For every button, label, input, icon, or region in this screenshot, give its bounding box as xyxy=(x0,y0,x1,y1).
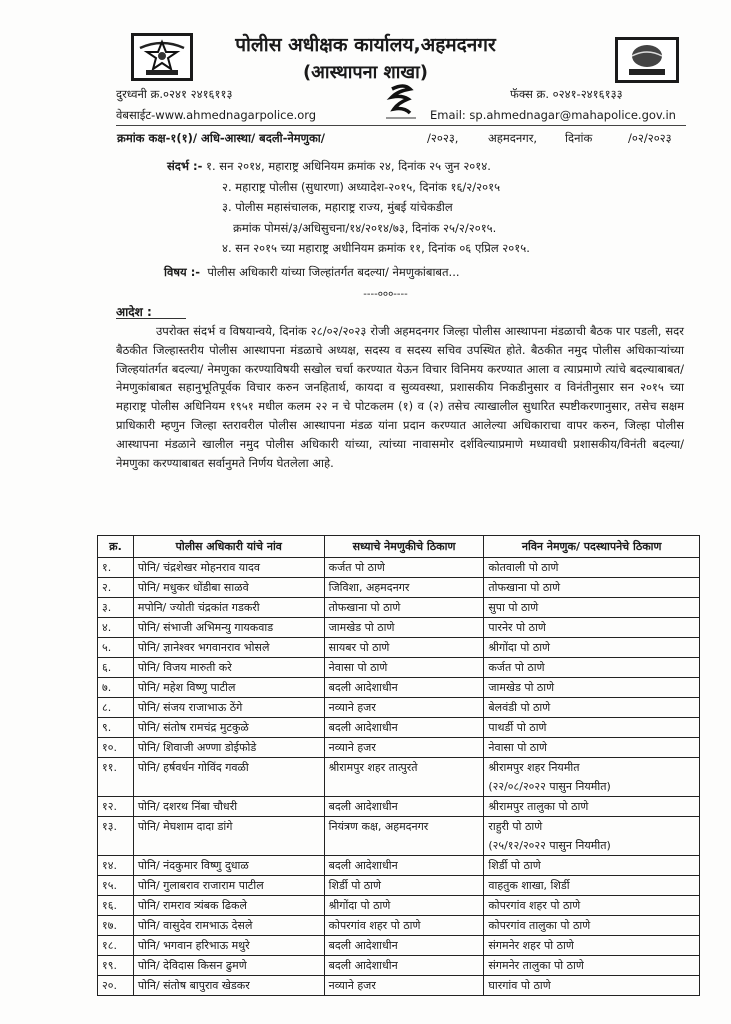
cell-new-posting-text: श्रीरामपुर शहर नियमीत xyxy=(488,761,580,774)
table-row xyxy=(98,558,700,578)
reference-date-label: दिनांक xyxy=(565,131,593,145)
table-row xyxy=(98,758,700,797)
cell-sr xyxy=(98,758,134,797)
cell-current-posting xyxy=(324,817,484,856)
cell-officer-name-text: पोनि/ भगवान हरिभाऊ मथुरे xyxy=(137,939,250,952)
posting-note: (२५/१२/२०२२ पासुन नियमीत) xyxy=(488,839,611,852)
cell-new-posting-text: श्रीरामपुर तालुका पो ठाणे xyxy=(488,800,589,813)
cell-new-posting-text: श्रीगोंदा पो ठाणे xyxy=(488,641,551,654)
cell-new-posting xyxy=(484,956,700,976)
cell-current-posting-text: नव्याने हजर xyxy=(328,741,376,754)
cell-sr xyxy=(98,976,134,996)
cell-new-posting xyxy=(484,618,700,638)
cell-current-posting-text: नेवासा पो ठाणे xyxy=(328,661,388,674)
cell-current-posting-text: नव्याने हजर xyxy=(328,701,376,714)
cell-officer-name-text: पोनि/ रामराव त्र्यंबक ढिकले xyxy=(137,899,247,912)
cell-current-posting-text: जिविशा, अहमदनगर xyxy=(328,581,410,594)
cell-new-posting xyxy=(484,738,700,758)
cell-sr-text: १६. xyxy=(102,899,117,912)
cell-new-posting xyxy=(484,758,700,797)
subject-line xyxy=(164,265,460,280)
cell-new-posting-text: नेवासा पो ठाणे xyxy=(488,741,547,754)
transfers-table xyxy=(97,535,700,996)
cell-new-posting-text: संगमनेर तालुका पो ठाणे xyxy=(488,959,584,972)
cell-current-posting-text: कर्जत पो ठाणे xyxy=(328,561,385,574)
cell-new-posting-text: कोपरगांव तालुका पो ठाणे xyxy=(488,919,591,932)
cell-current-posting xyxy=(324,638,484,658)
cell-new-posting xyxy=(484,876,700,896)
table-row xyxy=(98,638,700,658)
references-block xyxy=(167,156,530,259)
table-row xyxy=(98,876,700,896)
cell-sr xyxy=(98,658,134,678)
cell-officer-name-text: पोनि/ दशरथ निंबा चौधरी xyxy=(137,800,238,813)
cell-current-posting-text: बदली आदेशाधीन xyxy=(328,800,398,813)
reference-item: ३. पोलीस महासंचालक, महाराष्ट्र राज्य, मुंबई यांचेकडील xyxy=(222,200,453,214)
cell-new-posting-text: वाहतुक शाखा, शिर्डी xyxy=(488,879,570,892)
cell-sr xyxy=(98,856,134,876)
cell-new-posting xyxy=(484,797,700,817)
cell-officer-name xyxy=(133,578,324,598)
cell-officer-name xyxy=(133,618,324,638)
cell-officer-name xyxy=(133,598,324,618)
cell-sr xyxy=(98,598,134,618)
cell-officer-name-text: पोनि/ विजय मारुती करे xyxy=(137,661,232,674)
ahmednagar-police-emblem-icon xyxy=(615,37,679,83)
cell-new-posting xyxy=(484,558,700,578)
cell-new-posting xyxy=(484,936,700,956)
cell-new-posting xyxy=(484,598,700,618)
cell-officer-name-text: पोनि/ महेश विष्णु पाटील xyxy=(137,681,236,694)
cell-officer-name-text: पोनि/ ज्ञानेश्वर भगवानराव भोसले xyxy=(137,641,270,654)
cell-current-posting-text: शिर्डी पो ठाणे xyxy=(328,879,381,892)
cell-current-posting xyxy=(324,758,484,797)
cell-new-posting-text: शिर्डी पो ठाणे xyxy=(488,859,541,872)
cell-sr-text: ११. xyxy=(102,761,117,774)
cell-officer-name xyxy=(133,896,324,916)
cell-officer-name xyxy=(133,976,324,996)
column-header-name: पोलीस अधिकारी यांचे नांव xyxy=(133,536,324,558)
subject-label: विषय :- xyxy=(164,265,201,279)
cell-sr-text: १०. xyxy=(102,741,117,754)
cell-sr xyxy=(98,896,134,916)
posting-note: (२२/०८/२०२२ पासुन नियमीत) xyxy=(488,780,611,793)
cell-sr-text: ८. xyxy=(102,701,112,714)
cell-sr xyxy=(98,797,134,817)
cell-sr xyxy=(98,738,134,758)
cell-current-posting xyxy=(324,936,484,956)
office-subtitle: (आस्थापना शाखा) xyxy=(302,62,429,83)
cell-current-posting xyxy=(324,658,484,678)
cell-sr-text: १९. xyxy=(102,959,117,972)
table-row xyxy=(98,718,700,738)
cell-officer-name-text: पोनि/ मधुकर धोंडीबा साळवे xyxy=(137,581,249,594)
cell-current-posting-text: सायबर पो ठाणे xyxy=(328,641,390,654)
cell-officer-name xyxy=(133,817,324,856)
cell-current-posting-text: बदली आदेशाधीन xyxy=(328,721,398,734)
table-row xyxy=(98,618,700,638)
table-row xyxy=(98,658,700,678)
cell-new-posting xyxy=(484,578,700,598)
cell-current-posting xyxy=(324,558,484,578)
cell-sr xyxy=(98,638,134,658)
cell-officer-name xyxy=(133,558,324,578)
table-row xyxy=(98,936,700,956)
cell-officer-name xyxy=(133,876,324,896)
cell-current-posting xyxy=(324,797,484,817)
cell-officer-name-text: पोनि/ संजय राजाभाऊ ठेंगे xyxy=(137,701,243,714)
cell-sr xyxy=(98,578,134,598)
cell-current-posting xyxy=(324,718,484,738)
table-row xyxy=(98,678,700,698)
cell-sr xyxy=(98,618,134,638)
cell-sr-text: ४. xyxy=(102,621,112,634)
cell-officer-name-text: पोनि/ संतोष बापुराव खेडकर xyxy=(137,979,250,992)
cell-officer-name xyxy=(133,797,324,817)
cell-new-posting-text: कर्जत पो ठाणे xyxy=(488,661,545,674)
cell-officer-name-text: मपोनि/ ज्योती चंद्रकांत गडकरी xyxy=(137,601,260,614)
cell-new-posting xyxy=(484,896,700,916)
cell-new-posting-text: संगमनेर शहर पो ठाणे xyxy=(488,939,574,952)
state-emblem-icon xyxy=(384,83,418,121)
cell-current-posting-text: श्रीरामपुर शहर तात्पुरते xyxy=(328,761,418,774)
cell-current-posting xyxy=(324,876,484,896)
table-row xyxy=(98,598,700,618)
cell-new-posting-text: तोफखाना पो ठाणे xyxy=(488,581,561,594)
cell-current-posting xyxy=(324,916,484,936)
reference-item: १. सन २०१४, महाराष्ट्र अधिनियम क्रमांक २४, दिनांक २५ जुन २०१४. xyxy=(206,159,491,173)
subject-text: पोलीस अधिकारी यांच्या जिल्हांतर्गत बदल्या/ नेमणुकांबाबत... xyxy=(207,265,460,279)
separator: ----०००---- xyxy=(363,289,408,300)
table-row xyxy=(98,698,700,718)
cell-sr xyxy=(98,678,134,698)
cell-current-posting xyxy=(324,956,484,976)
cell-officer-name xyxy=(133,936,324,956)
cell-officer-name-text: पोनि/ गुलाबराव राजाराम पाटील xyxy=(137,879,264,892)
cell-new-posting xyxy=(484,698,700,718)
cell-officer-name-text: पोनि/ मेघशाम दादा डांगे xyxy=(137,820,233,833)
cell-new-posting-text: पाथर्डी पो ठाणे xyxy=(488,721,547,734)
cell-current-posting-text: नव्याने हजर xyxy=(328,979,376,992)
cell-current-posting xyxy=(324,976,484,996)
cell-sr-text: १८. xyxy=(102,939,117,952)
cell-sr-text: १. xyxy=(102,561,112,574)
column-header-new: नविन नेमणुक/ पदस्थापनेचे ठिकाण xyxy=(484,536,700,558)
cell-officer-name xyxy=(133,956,324,976)
cell-officer-name xyxy=(133,758,324,797)
cell-new-posting-text: कोपरगांव शहर पो ठाणे xyxy=(488,899,581,912)
cell-current-posting-text: बदली आदेशाधीन xyxy=(328,859,398,872)
cell-officer-name xyxy=(133,718,324,738)
references-label: संदर्भ :- xyxy=(167,159,203,173)
cell-sr-text: ३. xyxy=(102,601,112,614)
cell-sr xyxy=(98,558,134,578)
cell-sr-text: ७. xyxy=(102,681,112,694)
table-row xyxy=(98,976,700,996)
office-title: पोलीस अधीक्षक कार्यालय,अहमदनगर xyxy=(235,34,496,56)
cell-new-posting-text: बेलवंडी पो ठाणे xyxy=(488,701,551,714)
table-row xyxy=(98,797,700,817)
cell-current-posting-text: बदली आदेशाधीन xyxy=(328,681,398,694)
cell-officer-name-text: पोनि/ देविदास किसन ढुमणे xyxy=(137,959,247,972)
cell-officer-name-text: पोनि/ संभाजी अभिमन्यु गायकवाड xyxy=(137,621,274,634)
cell-current-posting xyxy=(324,856,484,876)
cell-sr xyxy=(98,718,134,738)
cell-new-posting xyxy=(484,916,700,936)
table-row xyxy=(98,896,700,916)
table-header-row xyxy=(98,536,700,558)
table-row xyxy=(98,738,700,758)
column-header-current: सध्याचे नेमणुकीचे ठिकाण xyxy=(324,536,484,558)
cell-current-posting xyxy=(324,738,484,758)
cell-new-posting xyxy=(484,856,700,876)
cell-current-posting-text: श्रीगोंदा पो ठाणे xyxy=(328,899,391,912)
cell-new-posting-text: जामखेड पो ठाणे xyxy=(488,681,555,694)
table-row xyxy=(98,956,700,976)
email-link[interactable]: Email: sp.ahmednagar@mahapolice.gov.in xyxy=(430,108,676,122)
order-label: आदेश : xyxy=(116,305,152,319)
reference-item: क्रमांक पोमसं/३/अधिसुचना/१४/२०१४/७३, दिनांक २५/२/२०१५. xyxy=(233,220,497,235)
cell-sr-text: ६. xyxy=(102,661,112,674)
cell-officer-name-text: पोनि/ हर्षवर्धन गोविंद गवळी xyxy=(137,761,249,774)
cell-sr-text: १४. xyxy=(102,859,117,872)
cell-sr-text: २. xyxy=(102,581,112,594)
cell-current-posting xyxy=(324,896,484,916)
cell-new-posting-text: कोतवाली पो ठाणे xyxy=(488,561,559,574)
column-header-sr: क्र. xyxy=(98,536,134,558)
cell-current-posting-text: नियंत्रण कक्ष, अहमदनगर xyxy=(328,820,429,833)
cell-sr xyxy=(98,956,134,976)
cell-current-posting-text: कोपरगांव शहर पो ठाणे xyxy=(328,919,421,932)
cell-officer-name-text: पोनि/ वासुदेव रामभाऊ देसले xyxy=(137,919,253,932)
cell-new-posting xyxy=(484,718,700,738)
fax-number: फॅक्स क्र. ०२४१-२४१६१३३ xyxy=(510,87,623,101)
cell-officer-name-text: पोनि/ नंदकुमार विष्णु दुधाळ xyxy=(137,859,249,872)
reference-number: क्रमांक कक्ष-१(१)/ अधि-आस्था/ बदली-नेमणुका/ xyxy=(117,131,325,145)
cell-officer-name-text: पोनि/ चंद्रशेखर मोहनराव यादव xyxy=(137,561,260,574)
cell-sr-text: १७. xyxy=(102,919,117,932)
cell-new-posting-text: घारगांव पो ठाणे xyxy=(488,979,551,992)
cell-officer-name xyxy=(133,678,324,698)
cell-new-posting-text: राहुरी पो ठाणे xyxy=(488,820,543,833)
reference-item: ४. सन २०१५ च्या महाराष्ट्र अधीनियम क्रमांक ११, दिनांक ०६ एप्रिल २०१५. xyxy=(222,241,530,255)
cell-sr-text: १२. xyxy=(102,800,117,813)
cell-sr-text: ५. xyxy=(102,641,112,654)
table-row xyxy=(98,856,700,876)
cell-sr xyxy=(98,817,134,856)
order-paragraph: उपरोक्त संदर्भ व विषयान्वये, दिनांक २८/०२/२०२३ रोजी अहमदनगर जिल्हा पोलीस आस्थापना मंडळाची बैठक पार पडली, सदर बैठकीत जिल्हास्तरीय पोलीस आस्थापना मंडळाचे अध्यक्ष, सदस्य व सदस्य सचिव उपस्थित होते. बैठकीत नमुद पोलीस अधिकाऱ्यांच्या जिल्हयांतर्गत बदल्या/ नेमणुका करण्याविषयी सखोल चर्चा करण्यात येऊन विचार विनिमय करण्यात आला व त्याप्रमाणे त्यांचे बदल्याबाबत/ नेमणुकांबाबत सहानुभूतिपूर्वक विचार करुन जनहितार्थ, कायदा व सुव्यवस्था, प्रशासकीय निकडीनुसार व विनंतीनुसार सन २०१५ च्या महाराष्ट्र पोलीस अधिनियम १९५१ मधील कलम २२ न चे पोटकलम (१) व (२) तसेच त्याखालील सुधारित स्पष्टीकरणानुसार, तसेच सक्षम प्राधिकारी म्हणुन जिल्हा स्तरावरील पोलीस आस्थापना मंडळ यांना प्रदान करण्यात आलेल्या अधिकाराचा वापर करुन, जिल्हा पोलीस आस्थापना मंडळाने खालील नमुद पोलीस अधिकारी यांच्या, त्यांच्या नावासमोर दर्शविल्याप्रमाणे मध्यावधी प्रशासकीय/विनंती बदल्या/ नेमणुका करण्याबाबत सर्वानुमते निर्णय घेतलेला आहे. xyxy=(116,324,684,470)
cell-officer-name xyxy=(133,856,324,876)
cell-officer-name-text: पोनि/ शिवाजी अण्णा डोईफोडे xyxy=(137,741,257,754)
cell-current-posting-text: तोफखाना पो ठाणे xyxy=(328,601,401,614)
cell-sr-text: ९. xyxy=(102,721,112,734)
table-row xyxy=(98,817,700,856)
cell-current-posting xyxy=(324,698,484,718)
cell-officer-name xyxy=(133,658,324,678)
cell-officer-name xyxy=(133,698,324,718)
cell-new-posting xyxy=(484,658,700,678)
website-link[interactable]: वेबसाईट-www.ahmednagarpolice.org xyxy=(116,108,317,122)
cell-current-posting-text: बदली आदेशाधीन xyxy=(328,959,398,972)
cell-current-posting xyxy=(324,578,484,598)
reference-place: अहमदनगर, xyxy=(488,131,538,145)
reference-date: /०२/२०२३ xyxy=(628,131,672,145)
cell-officer-name xyxy=(133,638,324,658)
cell-sr xyxy=(98,936,134,956)
cell-sr-text: २०. xyxy=(102,979,117,992)
cell-new-posting xyxy=(484,976,700,996)
reference-year: /२०२३, xyxy=(427,131,459,145)
cell-sr xyxy=(98,698,134,718)
reference-item: २. महाराष्ट्र पोलीस (सुधारणा) अध्यादेश-२०१५, दिनांक १६/२/२०१५ xyxy=(222,179,501,194)
table-row xyxy=(98,578,700,598)
cell-sr-text: १३. xyxy=(102,820,117,833)
table-row xyxy=(98,916,700,936)
cell-new-posting-text: पारनेर पो ठाणे xyxy=(488,621,546,634)
cell-sr xyxy=(98,916,134,936)
cell-current-posting-text: जामखेड पो ठाणे xyxy=(328,621,395,634)
cell-new-posting xyxy=(484,817,700,856)
header-divider xyxy=(116,125,686,126)
cell-current-posting xyxy=(324,678,484,698)
cell-sr xyxy=(98,876,134,896)
order-label-underline xyxy=(116,318,186,319)
cell-current-posting-text: बदली आदेशाधीन xyxy=(328,939,398,952)
cell-sr-text: १५. xyxy=(102,879,117,892)
cell-current-posting xyxy=(324,618,484,638)
cell-new-posting xyxy=(484,678,700,698)
cell-current-posting xyxy=(324,598,484,618)
cell-new-posting-text: सुपा पो ठाणे xyxy=(488,601,539,614)
cell-officer-name xyxy=(133,738,324,758)
cell-officer-name-text: पोनि/ संतोष रामचंद्र मुटकुळे xyxy=(137,721,249,734)
phone-number: दुरध्वनी क्र.०२४१ २४१६११३ xyxy=(116,87,233,101)
cell-officer-name xyxy=(133,916,324,936)
cell-new-posting xyxy=(484,638,700,658)
